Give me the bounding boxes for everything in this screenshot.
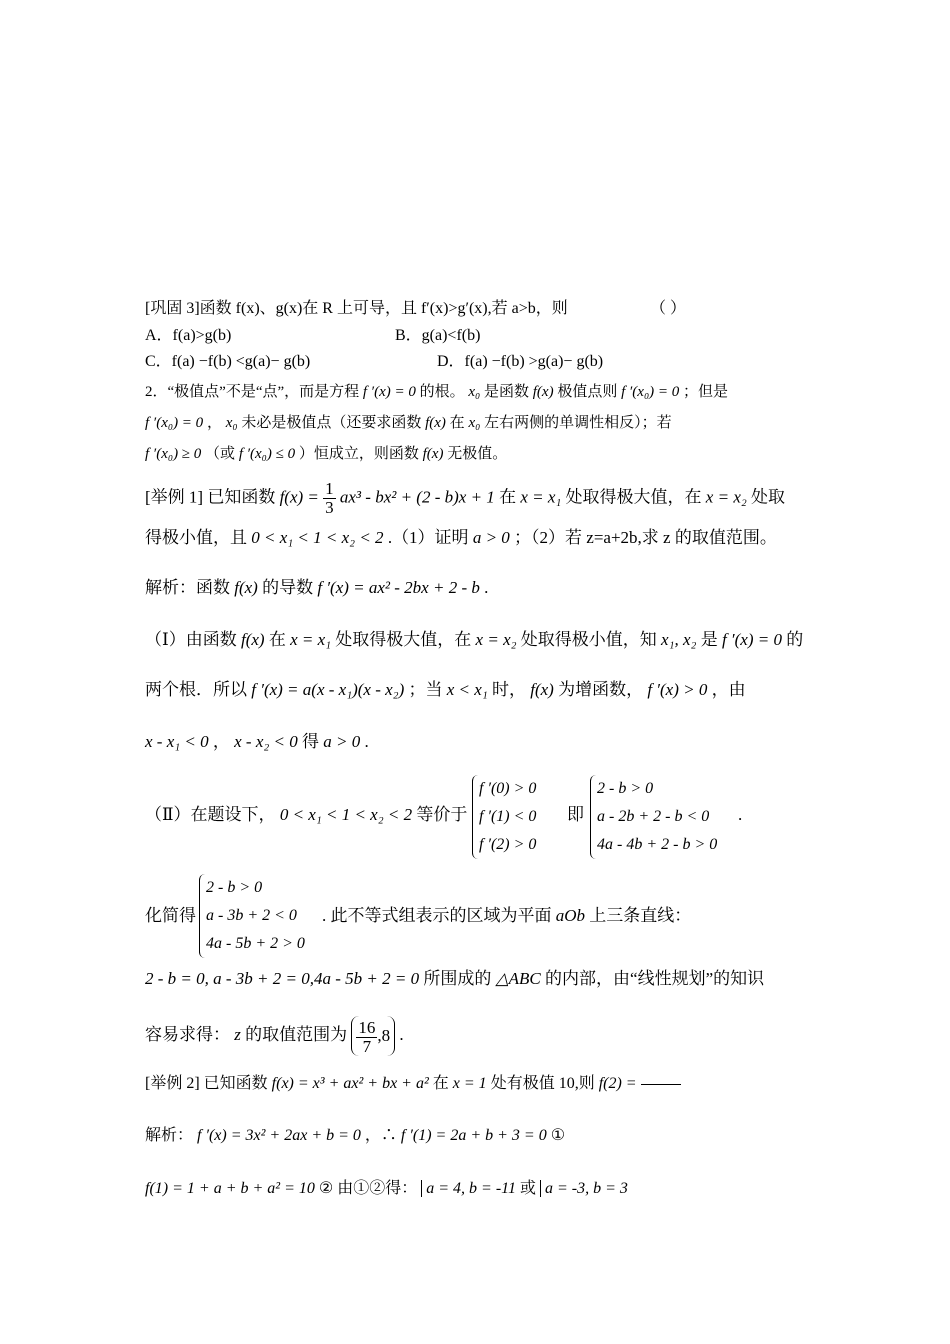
fraction-one-third xyxy=(323,480,336,517)
circled-one: ① xyxy=(550,1127,566,1144)
text: 得 xyxy=(302,732,320,751)
system-row: 2 - b > 0 xyxy=(597,780,654,797)
text: 处取得极大值，在 xyxy=(565,487,702,507)
part2-ji: 即 xyxy=(567,805,584,824)
z-range-line xyxy=(145,1015,404,1056)
formula: x₀ xyxy=(468,384,481,400)
formula: f(x) xyxy=(425,415,446,431)
formula: f ′(x) = ax² - 2bx + 2 - b xyxy=(317,578,480,597)
formula: a > 0 xyxy=(323,732,361,751)
text: .（1）证明 xyxy=(387,528,469,547)
text: （Ⅰ）由函数 xyxy=(145,630,237,649)
extremum-para-line1 xyxy=(145,381,728,403)
system-row: a - 2b + 2 - b < 0 xyxy=(597,808,710,825)
text: 时， xyxy=(491,680,526,699)
numerator: 16 xyxy=(358,1017,376,1037)
simplify-lead: 化简得 xyxy=(145,906,196,925)
numerator: 1 xyxy=(325,479,334,498)
system-row: f ′(1) < 0 xyxy=(479,808,537,825)
formula: f ′(x) = 0 xyxy=(721,630,782,649)
formula: f(x) xyxy=(422,446,444,462)
text: 处取得极小值，知 xyxy=(520,630,657,649)
text: . xyxy=(399,1025,404,1044)
formula: ax³ - bx² + (2 - b)x + 1 xyxy=(339,487,495,507)
example2-solution-line2 xyxy=(145,1178,628,1200)
text: 是 xyxy=(700,630,718,649)
text: 在 xyxy=(268,630,286,649)
system-row: 4a - 4b + 2 - b > 0 xyxy=(597,836,718,853)
text: [举例 1] 已知函数 xyxy=(145,487,276,507)
text: 的根。 xyxy=(419,384,465,400)
q3-option-b: B．g(a)<f(b) xyxy=(395,327,481,344)
fraction-16-7 xyxy=(356,1019,377,1056)
system-expanded xyxy=(590,775,717,859)
text: 等价于 xyxy=(416,805,468,824)
text: 的取值范围为 xyxy=(245,1025,348,1044)
text: 极值点则 xyxy=(557,384,618,400)
part1-line3 xyxy=(145,731,369,753)
text: 上三条直线： xyxy=(589,906,692,925)
text: 容易求得： xyxy=(145,1025,230,1044)
extremum-para-line2 xyxy=(145,412,672,434)
simplify-tail xyxy=(322,905,691,927)
text: . 此不等式组表示的区域为平面 xyxy=(322,906,552,925)
formula: f ′(x₀) = 0 xyxy=(145,415,204,431)
text: ， xyxy=(206,415,222,431)
formula: f(x) xyxy=(532,384,554,400)
text: 解析： xyxy=(145,1127,194,1144)
example1-solution-intro xyxy=(145,577,488,599)
text: 处取 xyxy=(751,487,786,507)
text: 在 xyxy=(449,415,465,431)
text: . xyxy=(364,732,369,751)
text: （或 xyxy=(205,446,236,462)
text: 所围成的 xyxy=(423,969,492,988)
text: ，由 xyxy=(711,680,746,699)
system-simplified xyxy=(199,874,305,958)
formula: x = x₁ xyxy=(290,630,332,649)
q3-option-d: D．f(a) −f(b) >g(a)− g(b) xyxy=(437,353,604,370)
text: 或 xyxy=(519,1180,536,1197)
formula: f ′(x) = 0 xyxy=(362,384,416,400)
text: 的内部，由“线性规划”的知识 xyxy=(545,969,765,988)
text: 的导数 xyxy=(262,578,314,597)
text: ；（2）若 z=a+2b,求 z 的取值范围。 xyxy=(514,528,777,547)
text: 左右两侧的单调性相反）；若 xyxy=(484,415,672,431)
text: 为增函数， xyxy=(558,680,644,699)
text: （Ⅱ）在题设下， xyxy=(145,805,276,824)
formula: x₀ xyxy=(468,415,481,431)
circled-two: ② xyxy=(318,1180,334,1197)
formula: x = x₁ xyxy=(520,487,562,507)
formula: x = x₂ xyxy=(705,487,747,507)
text: 处取得极大值，在 xyxy=(335,630,472,649)
formula: x = x₂ xyxy=(475,630,517,649)
formula: z xyxy=(234,1025,241,1044)
text: [举例 2] 已知函数 xyxy=(145,1075,268,1092)
formula: f ′(1) = 2a + b + 3 = 0 xyxy=(400,1127,547,1144)
formula: △ABC xyxy=(495,969,541,988)
part1-line1 xyxy=(145,629,803,651)
formula: f(x) = xyxy=(279,487,319,507)
system-derivative-conditions xyxy=(472,775,536,859)
denominator: 3 xyxy=(325,498,334,517)
formula: f(2) = xyxy=(598,1075,637,1092)
formula: aOb xyxy=(555,906,586,925)
formula: f ′(x) = a(x - x₁)(x - x₂) xyxy=(251,680,405,699)
text: 处有极值 10,则 xyxy=(490,1075,595,1092)
answer-blank xyxy=(641,1084,681,1085)
system-row: 2 - b > 0 xyxy=(206,879,263,896)
text: 在 xyxy=(499,487,517,507)
system-row: f ′(2) > 0 xyxy=(479,836,537,853)
example1-line1 xyxy=(145,480,785,517)
formula: f(1) = 1 + a + b + a² = 10 xyxy=(145,1180,315,1197)
part2-lead xyxy=(145,804,467,826)
formula: x₀ xyxy=(225,415,238,431)
z-range-interval xyxy=(351,1016,395,1056)
text: ；但是 xyxy=(683,384,729,400)
lines-equations xyxy=(145,968,764,990)
solution-set-1: a = 4, b = -11 xyxy=(421,1180,516,1197)
text: 两个根．所以 xyxy=(145,680,247,699)
denominator: 7 xyxy=(362,1036,372,1056)
formula: x - x₁ < 0 xyxy=(145,732,209,751)
text: ）恒成立，则函数 xyxy=(298,446,419,462)
text: 由①②得： xyxy=(337,1180,418,1197)
text: 是函数 xyxy=(484,384,530,400)
example1-line2 xyxy=(145,527,777,549)
formula: x - x₂ < 0 xyxy=(234,732,298,751)
q3-stem xyxy=(145,298,568,320)
formula: 0 < x₁ < 1 < x₂ < 2 xyxy=(251,528,384,547)
text: 解析：函数 xyxy=(145,578,230,597)
formula: 0 < x₁ < 1 < x₂ < 2 xyxy=(279,805,413,824)
example2-solution-line1 xyxy=(145,1125,565,1147)
formula: 2 - b = 0, a - 3b + 2 = 0,4a - 5b + 2 = 0 xyxy=(145,969,420,988)
formula: f ′(x) = 3x² + 2ax + b = 0 xyxy=(197,1127,361,1144)
text: 无极值。 xyxy=(447,446,508,462)
system-row: f ′(0) > 0 xyxy=(479,780,537,797)
text: ，∴ xyxy=(364,1127,397,1144)
formula: f(x) xyxy=(234,578,258,597)
text: ， xyxy=(212,732,230,751)
example2-line1 xyxy=(145,1073,681,1095)
part2-period: . xyxy=(738,805,743,824)
extremum-para-line3 xyxy=(145,443,507,465)
formula: f ′(x₀) ≤ 0 xyxy=(238,446,296,462)
formula: f(x) xyxy=(240,630,265,649)
solution-set-2: a = -3, b = 3 xyxy=(540,1180,628,1197)
q3-stem-text: [巩固 3]函数 f(x)、g(x)在 R 上可导，且 f′(x)>g′(x),若 a>b，则 xyxy=(145,300,568,317)
text: 在 xyxy=(432,1075,449,1092)
formula: x₁, x₂ xyxy=(661,630,697,649)
formula: x = 1 xyxy=(452,1075,487,1092)
formula: x < x₁ xyxy=(446,680,488,699)
part1-line2 xyxy=(145,679,746,701)
q3-option-a: A．f(a)>g(b) xyxy=(145,327,232,344)
text: 得极小值，且 xyxy=(145,528,247,547)
system-row: a - 3b + 2 < 0 xyxy=(206,907,297,924)
formula: a > 0 xyxy=(472,528,510,547)
formula: f ′(x₀) = 0 xyxy=(621,384,680,400)
interval-end: ,8 xyxy=(377,1026,391,1046)
formula: f(x) xyxy=(530,680,554,699)
text: 2．“极值点”不是“点”，而是方程 xyxy=(145,384,360,400)
text: 的 xyxy=(786,630,804,649)
system-row: 4a - 5b + 2 > 0 xyxy=(206,935,305,952)
q3-option-c: C．f(a) −f(b) <g(a)− g(b) xyxy=(145,353,311,370)
formula: f ′(x₀) ≥ 0 xyxy=(145,446,202,462)
text: ；当 xyxy=(408,680,443,699)
formula: f(x) = x³ + ax² + bx + a² xyxy=(271,1075,429,1092)
text: 未必是极值点（还要求函数 xyxy=(241,415,422,431)
q3-bracket: （ ） xyxy=(650,300,687,317)
text: . xyxy=(484,578,489,597)
formula: f ′(x) > 0 xyxy=(647,680,708,699)
